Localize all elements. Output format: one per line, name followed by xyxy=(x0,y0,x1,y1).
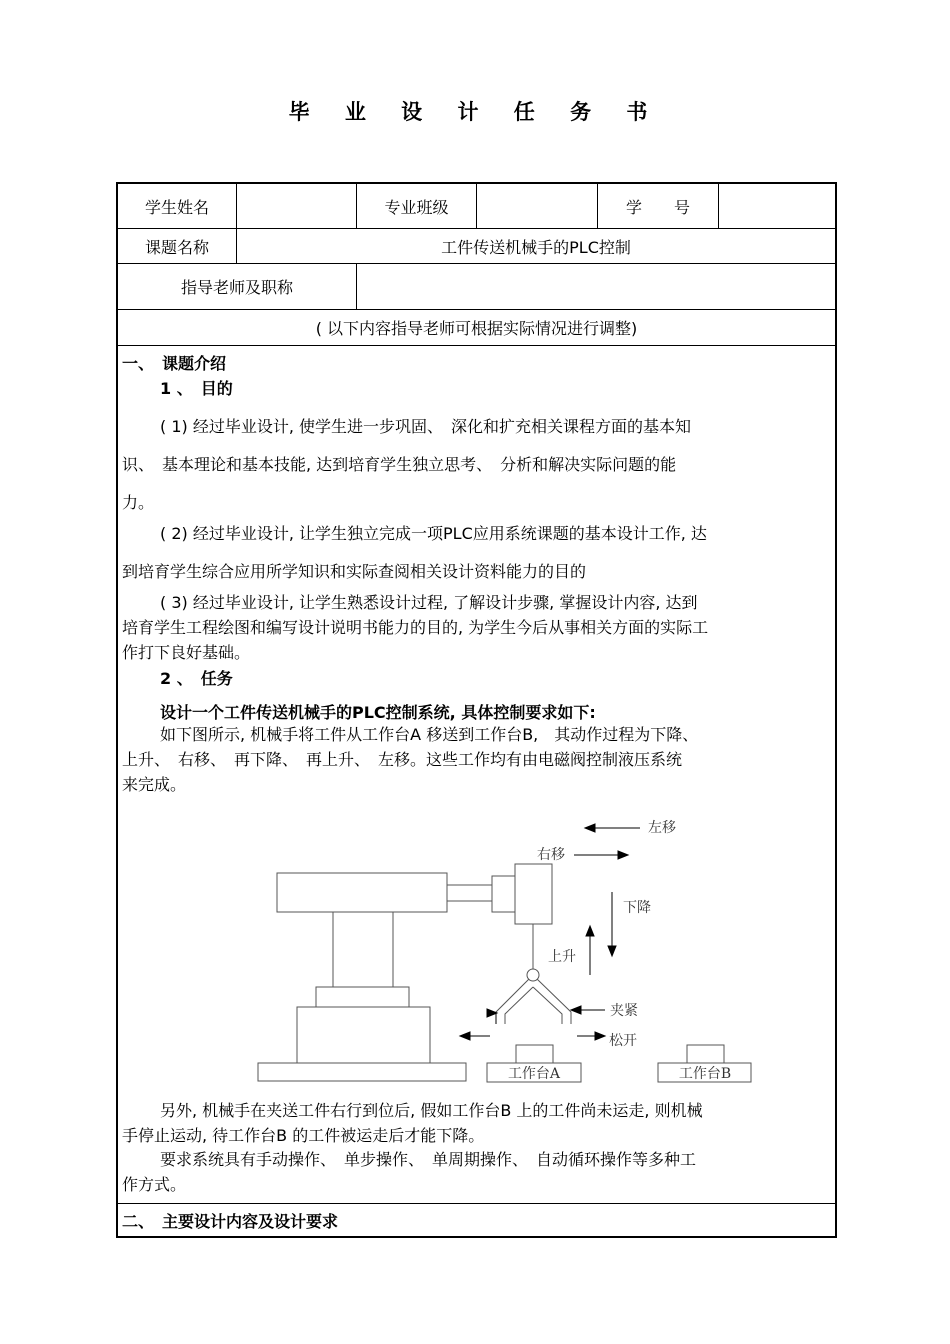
student-id-label: 学 号 xyxy=(625,197,690,217)
paragraph-line: 上升、 右移、 再下降、 再上升、 左移。这些工作均有由电磁阀控制液压系统 xyxy=(122,750,683,769)
paragraph-line: 来完成。 xyxy=(122,775,187,794)
arm-extension xyxy=(447,885,492,901)
label-table-a: 工作台A xyxy=(507,1066,561,1082)
robot-arm xyxy=(277,873,447,912)
table-a-block xyxy=(516,1045,553,1063)
subsection-task: 2 、 任务 xyxy=(160,669,233,688)
up-arrow-icon xyxy=(586,926,594,936)
label-up: 上升 xyxy=(548,949,576,965)
advisor-label: 指导老师及职称 xyxy=(180,278,293,297)
paragraph-line: 要求系统具有手动操作、 单步操作、 单周期操作、 自动循环操作等多种工 xyxy=(160,1150,697,1169)
label-down: 下降 xyxy=(623,900,651,916)
gripper-right-arm xyxy=(537,979,571,1024)
paragraph-line: ( 1) 经过毕业设计, 使学生进一步巩固、 深化和扩充相关课程方面的基本知 xyxy=(160,417,692,436)
clamp-arrow-icon xyxy=(571,1006,581,1014)
paragraph-line: 力。 xyxy=(122,493,155,512)
paragraph-line: 作方式。 xyxy=(122,1175,187,1194)
robot-base xyxy=(297,1007,430,1063)
robot-pedestal xyxy=(316,987,409,1007)
task-heading: 设计一个工件传送机械手的PLC控制系统, 具体控制要求如下: xyxy=(160,703,596,722)
label-left-move: 左移 xyxy=(648,820,676,836)
section-2-heading: 二、 主要设计内容及设计要求 xyxy=(122,1212,339,1231)
down-arrow-icon xyxy=(608,946,616,956)
subsection-purpose: 1 、 目的 xyxy=(160,379,233,398)
release-arrow-left-icon xyxy=(460,1032,470,1040)
paragraph-line: 到培育学生综合应用所学知识和实际查阅相关设计资料能力的目的 xyxy=(122,562,587,581)
right-arrow-icon xyxy=(618,851,628,859)
left-arrow-icon xyxy=(585,824,595,832)
document-title: 毕 业 设 计 任 务 书 xyxy=(288,100,662,124)
paragraph-line: 培育学生工程绘图和编写设计说明书能力的目的, 为学生今后从事相关方面的实际工 xyxy=(122,618,709,637)
paragraph-line: 如下图所示, 机械手将工件从工作台A 移送到工作台B, 其动作过程为下降、 xyxy=(160,725,699,744)
student-name-label: 学生姓名 xyxy=(144,197,209,217)
paragraph-line: ( 3) 经过毕业设计, 让学生熟悉设计过程, 了解设计步骤, 掌握设计内容, 达到 xyxy=(160,593,698,612)
table-b-block xyxy=(687,1045,724,1063)
paragraph-line: 另外, 机械手在夹送工件右行到位后, 假如工作台B 上的工件尚未运走, 则机械 xyxy=(160,1101,703,1120)
topic-value: 工件传送机械手的PLC控制 xyxy=(441,237,631,257)
label-table-b: 工作台B xyxy=(678,1066,732,1082)
release-arrow-right-icon xyxy=(595,1032,605,1040)
operation-modes-paragraph xyxy=(122,1147,832,1197)
paragraph-line: 识、 基本理论和基本技能, 达到培育学生独立思考、 分析和解决实际问题的能 xyxy=(122,455,677,474)
section-1-heading: 一、 课题介绍 xyxy=(122,354,227,373)
topic-label: 课题名称 xyxy=(144,237,209,257)
gripper-left-arm xyxy=(496,979,529,1024)
wrist-block xyxy=(515,864,552,924)
class-label: 专业班级 xyxy=(384,197,449,217)
stop-condition-paragraph xyxy=(122,1098,832,1148)
label-clamp: 夹紧 xyxy=(610,1003,638,1019)
robot-column xyxy=(333,912,393,987)
adjustment-note: ( 以下内容指导老师可根据实际情况进行调整) xyxy=(315,319,638,338)
paragraph-line: ( 2) 经过毕业设计, 让学生独立完成一项PLC应用系统课题的基本设计工作, 达 xyxy=(160,524,707,543)
paragraph-line: 手停止运动, 待工作台B 的工件被运走后才能下降。 xyxy=(122,1126,485,1145)
paragraph-line: 作打下良好基础。 xyxy=(122,643,251,662)
arm-head xyxy=(492,876,515,912)
label-right-move: 右移 xyxy=(537,847,565,863)
base-plate xyxy=(258,1063,466,1081)
label-release: 松开 xyxy=(609,1033,637,1049)
